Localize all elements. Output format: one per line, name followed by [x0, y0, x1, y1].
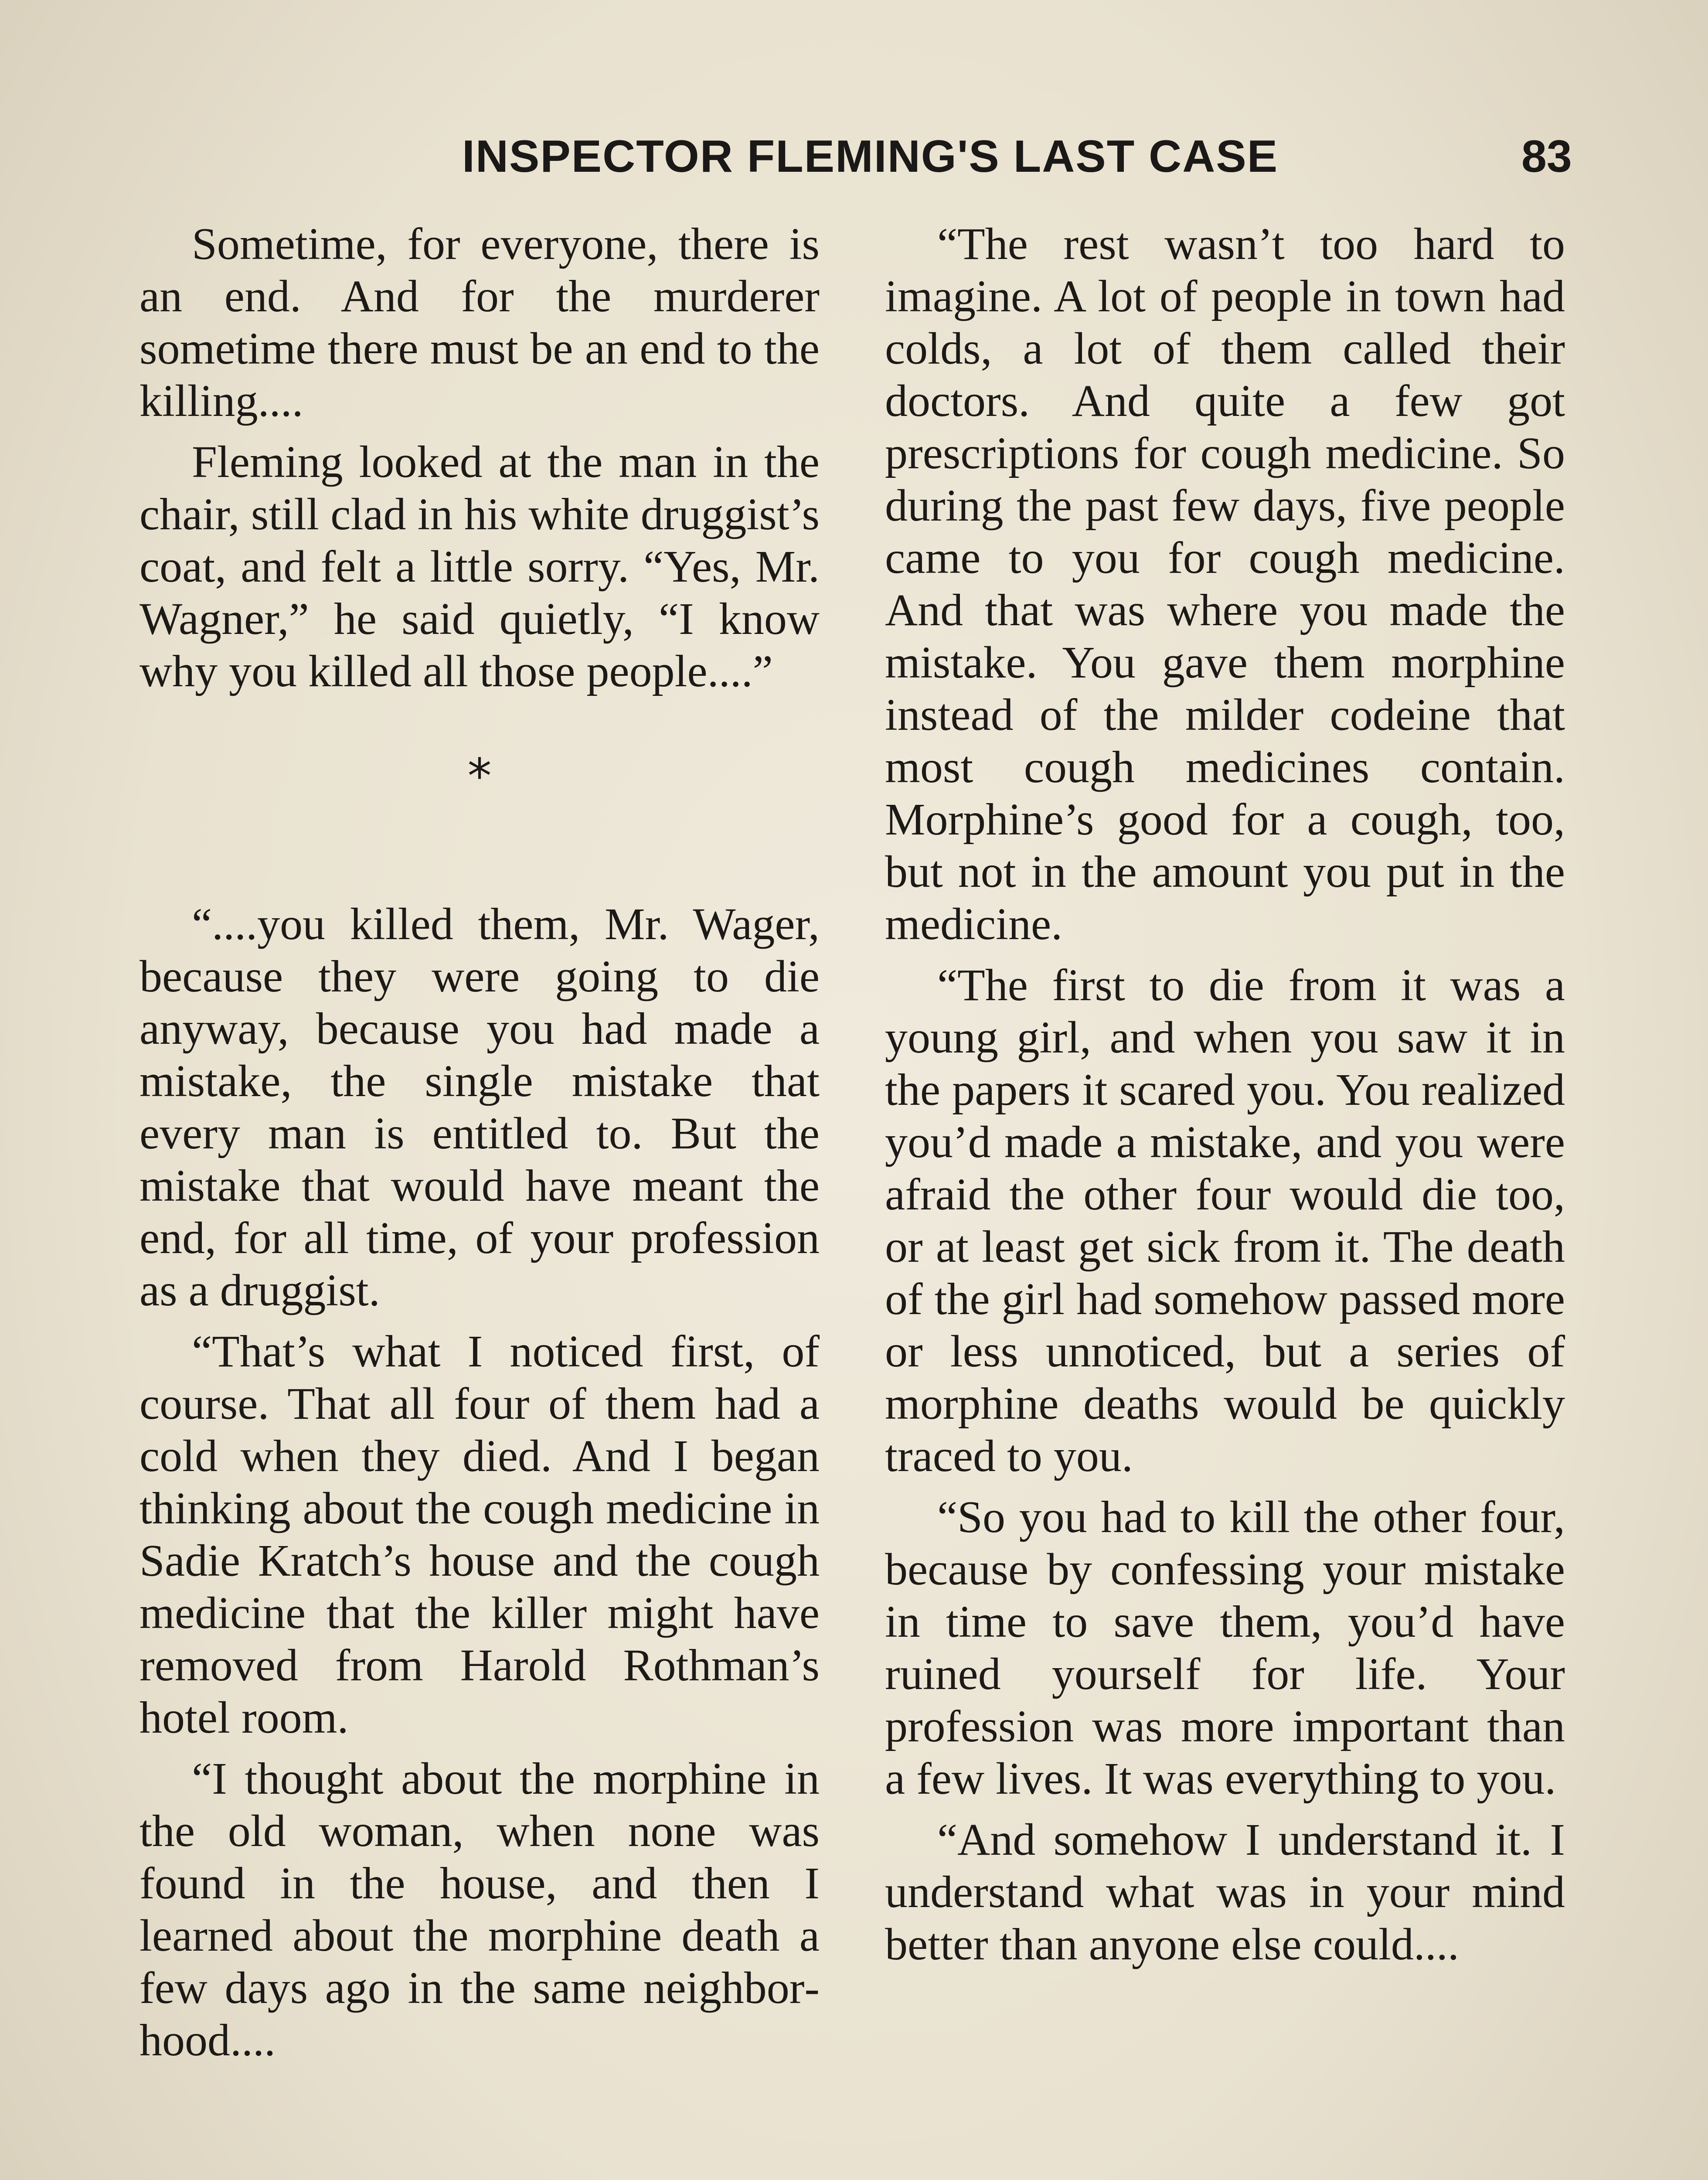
running-title: INSPECTOR FLEMING'S LAST CASE: [462, 131, 1279, 182]
paragraph: “The first to die from it was a young girl, and when you saw it in the papers it scared you. You realized you’d made a mistake, and you were afraid the other four would die too, or at least get sick from it. The death of the girl had somehow passed more or less unnoticed, but a series of morphine deaths would be quickly traced to you.: [885, 960, 1565, 1481]
left-column: [139, 218, 820, 2075]
paragraph: “....you killed them, Mr. Wager, because they were going to die anyway, because you had made a mistake, the single mistake that every man is entitled to. But the mistake that would have meant the end, for all time, of your profession as a druggist.: [139, 899, 820, 1315]
paragraph: “That’s what I noticed first, of course. That all four of them had a cold when they died. And I began thinking about the cough medicine in Sadie Kratch’s house and the cough medicine that the killer might have removed from Harold Rothman’s hotel room.: [139, 1326, 820, 1743]
paragraph: “So you had to kill the other four, because by confessing your mistake in time to save them, you’d have ruined yourself for life. Your profession was more important than a few lives. It was everything to you.: [885, 1492, 1565, 1804]
paragraph: Sometime, for everyone, there is an end. And for the murderer sometime there must be an end to the killing....: [139, 219, 820, 426]
paragraph: Fleming looked at the man in the chair, still clad in his white druggist’s coat, and felt a little sorry. “Yes, Mr. Wagner,” he said quietly, “I know why you killed all those people....”: [139, 437, 820, 696]
section-separator: *: [467, 748, 492, 804]
page-number: 83: [1521, 131, 1572, 182]
paragraph: “The rest wasn’t too hard to imagine. A lot of people in town had colds, a lot of them called their doctors. And quite a few got prescriptions for cough medicine. So during the past few days, five people came to you for cough medicine. And that was where you made the mistake. You gave them morphine instead of the milder codeine that most cough medicines contain. Morphine’s good for a cough, too, but not in the amount you put in the medicine.: [885, 219, 1565, 949]
paragraph: “And somehow I understand it. I understand what was in your mind better than anyone else could....: [885, 1815, 1565, 1969]
paragraph: “I thought about the morphine in the old woman, when none was found in the house, and then I learned about the morphine death a few days ago in the same neighborhood....: [139, 1754, 820, 2065]
right-column: [885, 218, 1565, 1979]
